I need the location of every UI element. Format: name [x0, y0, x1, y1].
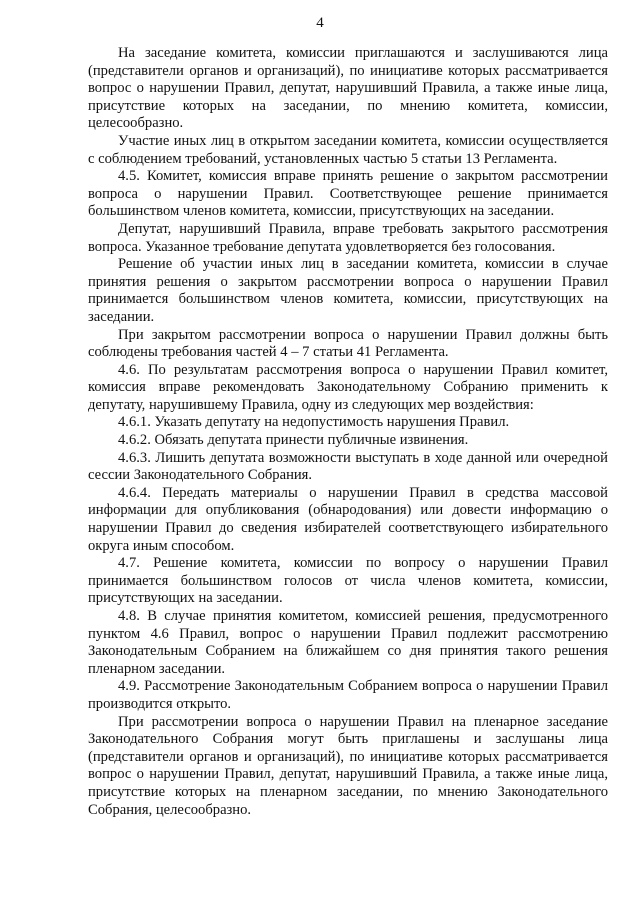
paragraph: При закрытом рассмотрении вопроса о нарушении Правил должны быть соблюдены требования частей 4 – 7 статьи 41 Регламента. — [88, 326, 608, 361]
paragraph: При рассмотрении вопроса о нарушении Правил на пленарное заседание Законодательного Собрания могут быть приглашены и заслушаны лица (представители органов и организаций), по инициативе которых рассматривается вопрос о нарушении Правил, депутат, нарушивший Правила, а также иные лица, присутствие которых на пленарном заседании, по мнению Законодательного Собрания, целесообразно. — [88, 713, 608, 818]
paragraph: 4.6.2. Обязать депутата принести публичные извинения. — [118, 432, 469, 449]
paragraph: 4.8. В случае принятия комитетом, комиссией решения, предусмотренного пунктом 4.6 Правил, вопрос о нарушении Правил подлежит рассмотрению Законодательным Собранием на ближайшем со дня принятия такого решения пленарном заседании. — [88, 608, 608, 677]
paragraph: На заседание комитета, комиссии приглашаются и заслушиваются лица (представители органов и организаций), по инициативе которых рассматривается вопрос о нарушении Правил, депутат, нарушивший Правила, а также иные лица, присутствие которых на заседании, по мнению комитета, комиссии, целесообразно. — [88, 45, 608, 132]
paragraph: 4.6.1. Указать депутату на недопустимость нарушения Правил. — [118, 414, 510, 431]
paragraph: Решение об участии иных лиц в заседании комитета, комиссии в случае принятия решения о закрытом рассмотрении вопроса о нарушении Правил принимается большинством членов комитета, комиссии, присутствующих на заседании. — [88, 256, 608, 325]
paragraph: 4.6.3. Лишить депутата возможности выступать в ходе данной или очередной сессии Законодательного Собрания. — [88, 449, 608, 484]
paragraph: 4.7. Решение комитета, комиссии по вопросу о нарушении Правил принимается большинством голосов от числа членов комитета, комиссии, присутствующих на заседании. — [88, 555, 608, 607]
page-number: 4 — [316, 15, 324, 31]
paragraph: 4.5. Комитет, комиссия вправе принять решение о закрытом рассмотрении вопроса о нарушении Правил. Соответствующее решение принимается большинством членов комитета, комиссии, присутствующих на заседании. — [88, 168, 608, 220]
paragraph: 4.6.4. Передать материалы о нарушении Правил в средства массовой информации для опубликования (обнародования) или довести информацию о нарушении Правил до сведения избирателей соответствующего избирательного округа иным способом. — [88, 484, 608, 554]
document-body — [88, 45, 608, 819]
paragraph: Участие иных лиц в открытом заседании комитета, комиссии осуществляется с соблюдением требований, установленных частью 5 статьи 13 Регламента. — [88, 132, 608, 167]
paragraph: 4.9. Рассмотрение Законодательным Собранием вопроса о нарушении Правил производится открыто. — [88, 678, 608, 712]
paragraph: Депутат, нарушивший Правила, вправе требовать закрытого рассмотрения вопроса. Указанное требование депутата удовлетворяется без голосования. — [88, 220, 608, 255]
paragraph: 4.6. По результатам рассмотрения вопроса о нарушении Правил комитет, комиссия вправе рекомендовать Законодательному Собранию применить к депутату, нарушившему Правила, одну из следующих мер воздействия: — [88, 361, 608, 413]
